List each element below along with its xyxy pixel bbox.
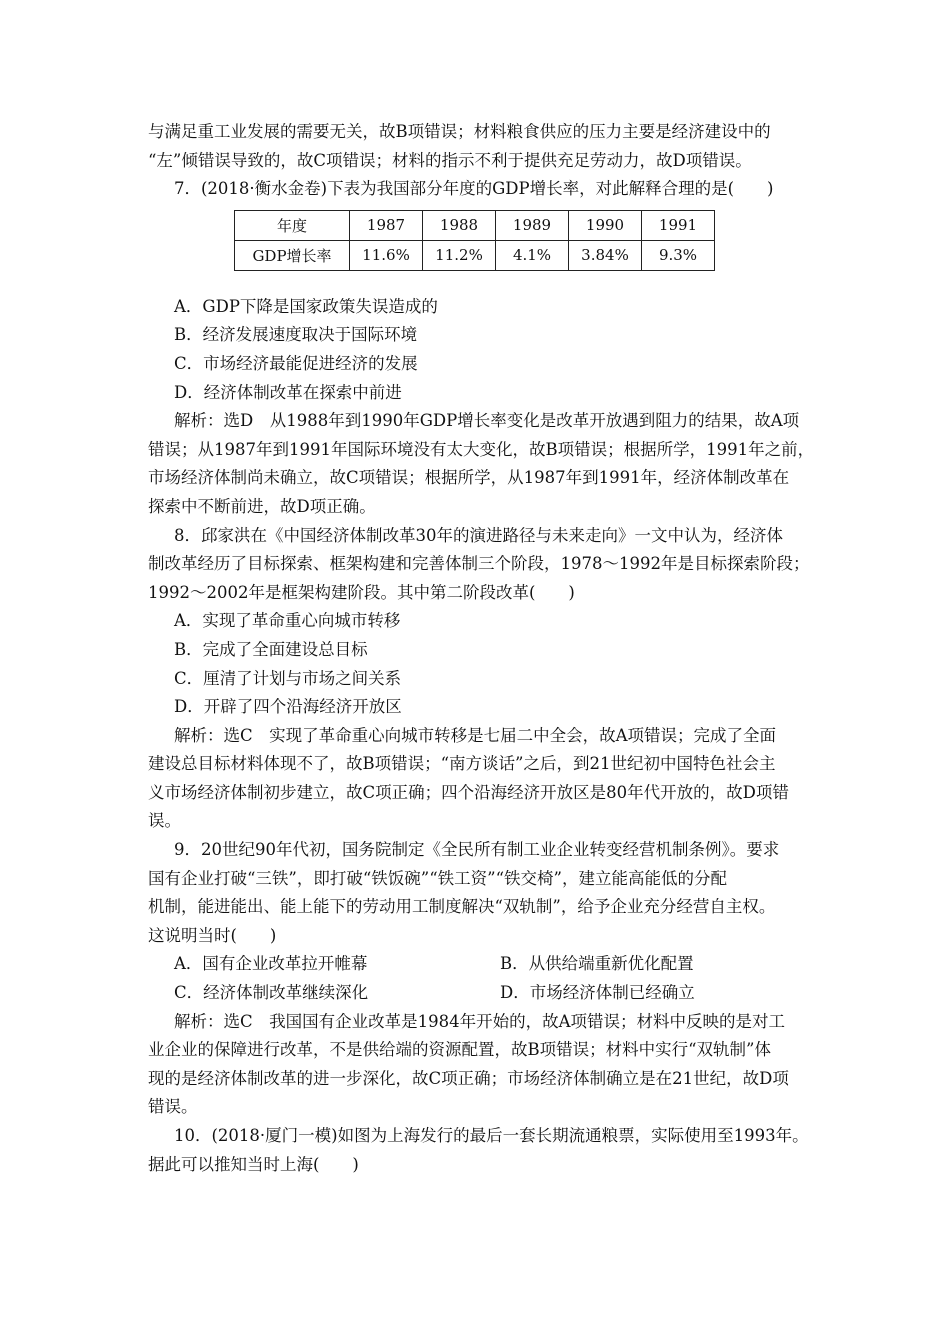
q9-options-row [148,979,808,1008]
q9-option-c: C．经济体制改革继续深化 [174,983,369,1003]
q7-answer-line: 市场经济体制尚未确立，故C项错误；根据所学，从1987年到1991年，经济体制改革在 [148,468,790,488]
q7-option-d: D．经济体制改革在探索中前进 [174,382,402,402]
table-cell: 年度 [235,210,350,240]
q8-answer-line: 建设总目标材料体现不了，故B项错误；“南方谈话”之后，到21世纪初中国特色社会主 [148,754,776,774]
q8-answer-line: 误。 [148,811,181,831]
q8-stem: 8．邱家洪在《中国经济体制改革30年的演进路径与未来走向》一文中认为，经济体 [174,525,783,545]
table-cell: 11.6% [350,240,423,270]
q8-stem: 1992～2002年是框架构建阶段。其中第二阶段改革( ) [148,582,575,602]
q9-answer-line: 解析：选C 我国国有企业改革是1984年开始的，故A项错误；材料中反映的是对工 [174,1011,786,1031]
q8-option-a: A．实现了革命重心向城市转移 [174,611,401,631]
table-cell: 4.1% [496,240,569,270]
q9-stem: 国有企业打破“三铁”，即打破“铁饭碗”“铁工资”“铁交椅”，建立能高能低的分配 [148,868,727,888]
q9-option-d: D．市场经济体制已经确立 [500,983,695,1003]
q10-stem: 据此可以推知当时上海( ) [148,1154,359,1174]
q9-answer-line: 现的是经济体制改革的进一步深化，故C项正确；市场经济体制确立是在21世纪，故D项 [148,1068,789,1088]
q7-stem: 7．(2018·衡水金卷)下表为我国部分年度的GDP增长率，对此解释合理的是( ) [174,179,774,199]
q8-stem: 制改革经历了目标探索、框架构建和完善体制三个阶段，1978～1992年是目标探索阶段； [148,554,810,574]
q9-answer-line: 业企业的保障进行改革，不是供给端的资源配置，故B项错误；材料中实行“双轨制”体 [148,1040,771,1060]
table-cell: 3.84% [569,240,642,270]
table-cell: 1990 [569,210,642,240]
prev-answer-line: “左”倾错误导致的，故C项错误；材料的指示不利于提供充足劳动力，故D项错误。 [148,150,752,170]
prev-answer-line: 与满足重工业发展的需要无关，故B项错误；材料粮食供应的压力主要是经济建设中的 [148,122,771,141]
q8-option-d: D．开辟了四个沿海经济开放区 [174,697,402,717]
table-header-row [235,210,715,240]
table-cell: 11.2% [423,240,496,270]
table-cell: GDP增长率 [235,240,350,270]
q7-option-b: B．经济发展速度取决于国际环境 [174,325,418,345]
gdp-growth-table [234,210,715,271]
q8-option-b: B．完成了全面建设总目标 [174,639,368,659]
q8-answer-line: 义市场经济体制初步建立，故C项正确；四个沿海经济开放区是80年代开放的，故D项错 [148,782,789,802]
q7-option-a: A．GDP下降是国家政策失误造成的 [174,296,438,316]
q9-option-a: A．国有企业改革拉开帷幕 [174,954,368,974]
table-cell: 1988 [423,210,496,240]
q8-answer-line: 解析：选C 实现了革命重心向城市转移是七届二中全会，故A项错误；完成了全面 [174,725,777,745]
q9-stem: 9．20世纪90年代初，国务院制定《全民所有制工业企业转变经营机制条例》。要求 [174,840,780,860]
q9-stem: 机制，能进能出、能上能下的劳动用工制度解决“双轨制”，给予企业充分经营自主权。 [148,897,776,917]
q7-answer-line: 错误；从1987年到1991年国际环境没有太大变化，故B项错误；根据所学，1991年之前， [148,439,815,459]
page-content [148,118,815,1179]
table-row [235,240,715,270]
q7-answer-line: 解析：选D 从1988年到1990年GDP增长率变化是改革开放遇到阻力的结果，故A项 [174,411,800,431]
table-cell: 9.3% [642,240,715,270]
table-cell: 1989 [496,210,569,240]
q10-stem: 10．(2018·厦门一模)如图为上海发行的最后一套长期流通粮票，实际使用至1993年。 [174,1126,809,1145]
q7-answer-line: 探索中不断前进，故D项正确。 [148,496,376,516]
table-cell: 1987 [350,210,423,240]
q9-stem: 这说明当时( ) [148,925,277,945]
q8-option-c: C．厘清了计划与市场之间关系 [174,668,402,688]
table-cell: 1991 [642,210,715,240]
q9-option-b: B．从供给端重新优化配置 [500,954,694,974]
q9-answer-line: 错误。 [148,1097,198,1117]
q7-option-c: C．市场经济最能促进经济的发展 [174,353,418,373]
q9-options-row [148,950,808,979]
